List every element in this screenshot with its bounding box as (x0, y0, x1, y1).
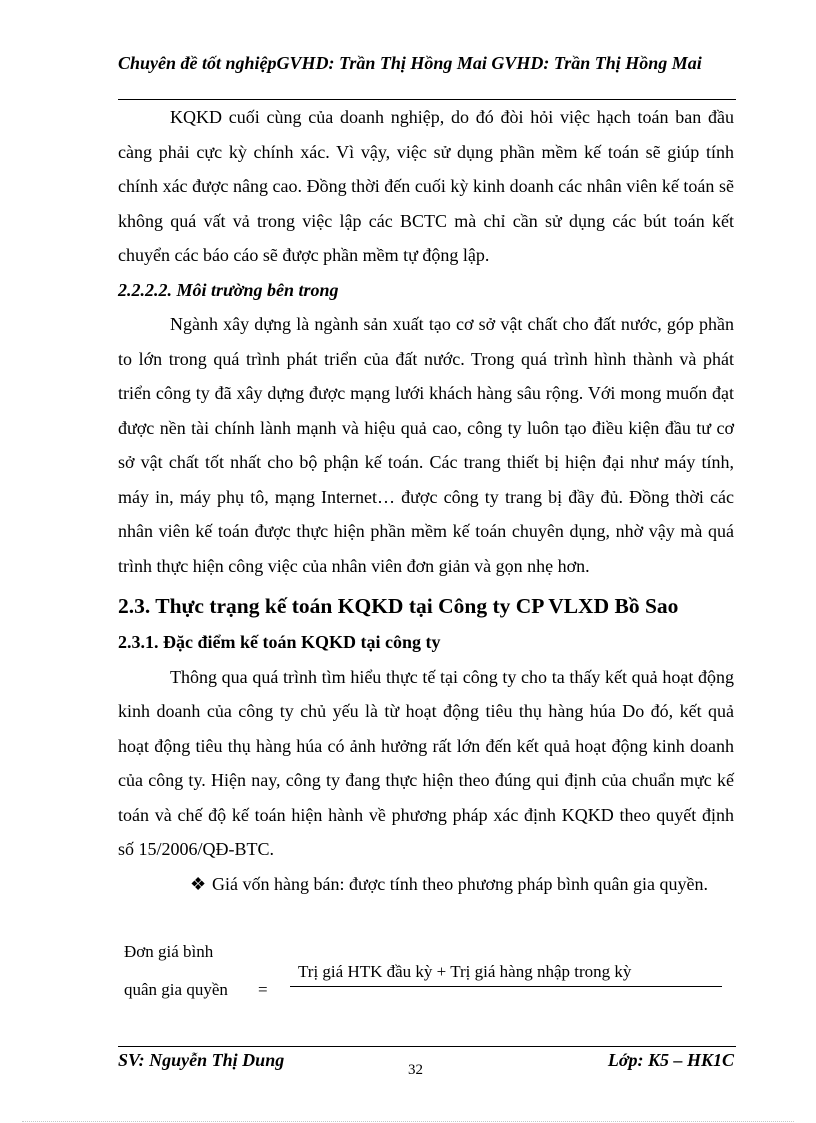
formula-fraction-bar (290, 986, 722, 987)
formula-label-line1: Đơn giá bình (124, 942, 214, 961)
document-body (118, 100, 734, 901)
formula-equals-sign: = (258, 980, 268, 999)
diamond-bullet-icon: ❖ (190, 873, 207, 894)
footer-divider (118, 1046, 736, 1047)
bullet-cogs-line (118, 867, 734, 902)
subheading-internal-environment: 2.2.2.2. Môi trường bên trong (118, 279, 339, 300)
section-heading-2-3: 2.3. Thực trạng kế toán KQKD tại Công ty CP VLXD Bồ Sao (118, 594, 679, 618)
bullet-cogs-text: Giá vốn hàng bán: được tính theo phương pháp bình quân gia quyền. (212, 873, 708, 894)
weighted-average-formula (124, 942, 744, 1012)
footer-student-name: SV: Nguyễn Thị Dung (118, 1050, 285, 1070)
header-text: Chuyên đề tốt nghiệpGVHD: Trần Thị Hồng Mai GVHD: Trần Thị Hồng Mai (118, 53, 702, 73)
page-number: 32 (408, 1062, 423, 1078)
page-bottom-edge (22, 1121, 794, 1122)
formula-numerator: Trị giá HTK đầu kỳ + Trị giá hàng nhập trong kỳ (298, 962, 632, 981)
page-header (118, 52, 738, 74)
page-footer (118, 1050, 734, 1082)
intro-paragraph: KQKD cuối cùng của doanh nghiệp, do đó đòi hỏi việc hạch toán ban đầu càng phải cực kỳ chính xác. Vì vậy, việc sử dụng phần mềm kế toán sẽ giúp tính chính xác được nâng cao. Đồng thời đến cuối kỳ kinh doanh các nhân viên kế toán sẽ không quá vất vả trong việc lập các BCTC mà chỉ cần sử dụng các bút toán kết chuyển các báo cáo sẽ được phần mềm tự động lập. (118, 107, 734, 265)
environment-paragraph: Ngành xây dựng là ngành sản xuất tạo cơ sở vật chất cho đất nước, góp phần to lớn trong quá trình phát triển của đất nước. Trong quá trình hình thành và phát triển công ty đã xây dựng được mạng lưới khách hàng sâu rộng. Với mong muốn đạt được nền tài chính lành mạnh và hiệu quả cao, công ty luôn tạo điều kiện đầu tư cơ sở vật chất tốt nhất cho bộ phận kế toán. Các trang thiết bị hiện đại như máy tính, máy in, máy phụ tô, mạng Internet… được công ty trang bị đầy đủ. Đồng thời các nhân viên kế toán được thực hiện phần mềm kế toán chuyên dụng, nhờ vậy mà quá trình thực hiện công việc của nhân viên đơn giản và gọn nhẹ hơn. (118, 314, 734, 576)
footer-class-label: Lớp: K5 – HK1C (607, 1050, 734, 1070)
formula-label-line2: quân gia quyền (124, 980, 228, 999)
subsection-heading-2-3-1: 2.3.1. Đặc điểm kế toán KQKD tại công ty (118, 632, 441, 652)
characteristics-paragraph: Thông qua quá trình tìm hiểu thực tế tại công ty cho ta thấy kết quả hoạt động kinh doanh của công ty chủ yếu là từ hoạt động tiêu thụ hàng húa Do đó, kết quả hoạt động tiêu thụ hàng húa có ảnh hưởng rất lớn đến kết quả hoạt động kinh doanh của công ty. Hiện nay, công ty đang thực hiện theo đúng qui định của chuẩn mực kế toán và chế độ kế toán hiện hành về phương pháp xác định KQKD theo quyết định số 15/2006/QĐ-BTC. (118, 666, 734, 859)
